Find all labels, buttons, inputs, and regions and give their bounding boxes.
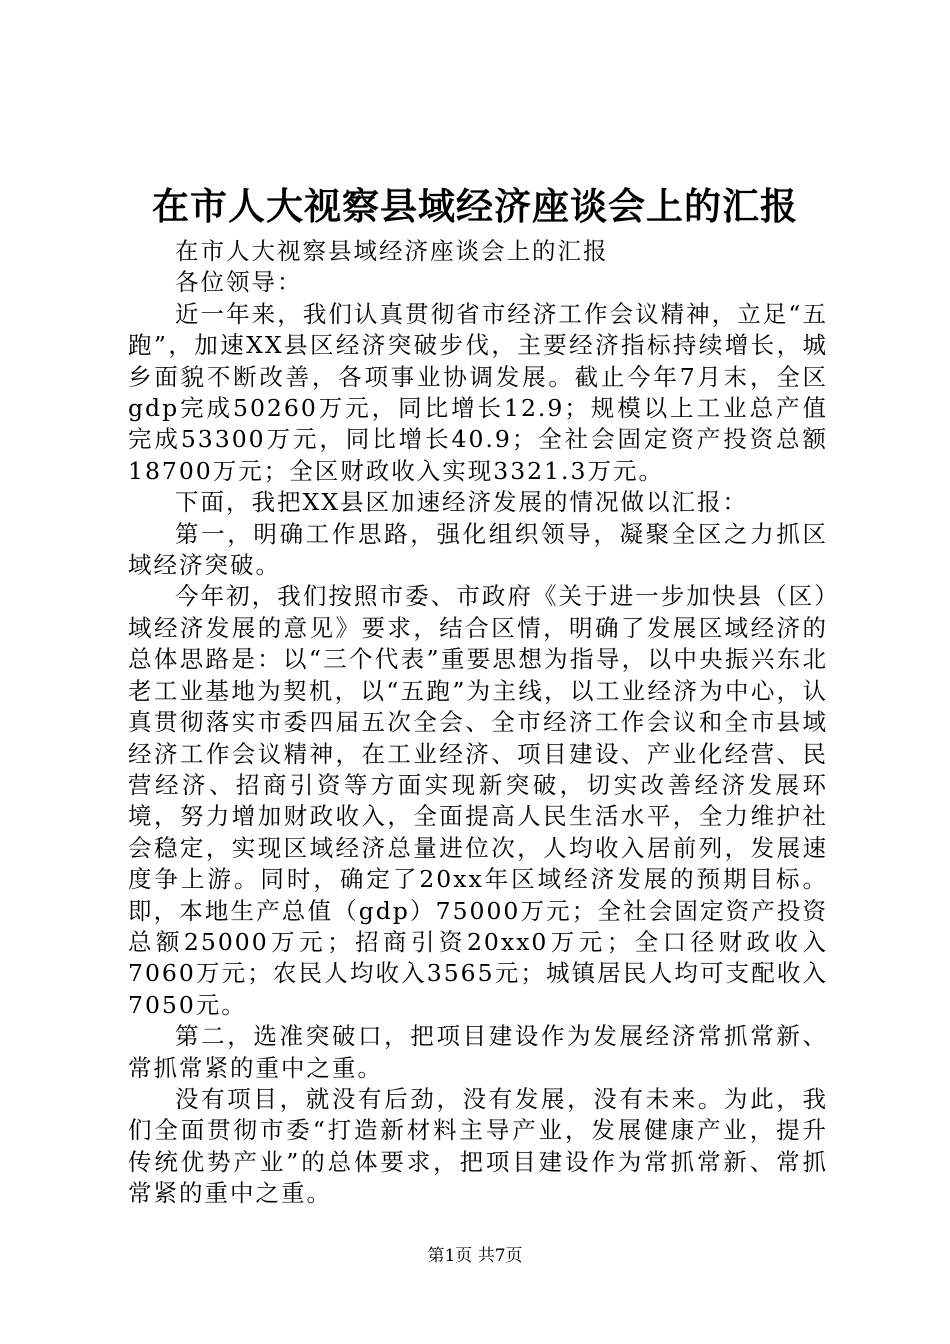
document-title: 在市人大视察县域经济座谈会上的汇报 (152, 184, 798, 228)
page-number: 第1页 共7页 (427, 1246, 523, 1266)
paragraph-second-detail: 没有项目，就没有后劲，没有发展，没有未来。为此，我们全面贯彻市委“打造新材料主导产业，发展健康产业，提升传统优势产业”的总体要求，把项目建设作为常抓常新、常抓常紧的重中之重。 (128, 1084, 828, 1208)
paragraph-heading-first: 第一，明确工作思路，强化组织领导，凝聚全区之力抓区域经济突破。 (128, 519, 828, 580)
paragraph-overview: 近一年来，我们认真贯彻省市经济工作会议精神，立足“五跑”，加速XX县区经济突破步伐，主要经济指标持续增长，城乡面貌不断改善，各项事业协调发展。截止今年7月末，全区gdp完成50260万元，同比增长12.9；规模以上工业总产值完成53300万元，同比增长40.9；全社会固定资产投资总额18700万元；全区财政收入实现3321.3万元。 (128, 299, 828, 485)
document-body (128, 236, 828, 1210)
paragraph-salutation: 各位领导： (175, 268, 303, 297)
paragraph-subtitle: 在市人大视察县域经济座谈会上的汇报 (175, 237, 609, 265)
paragraph-first-detail: 今年初，我们按照市委、市政府《关于进一步加快县（区）域经济发展的意见》要求，结合区情，明确了发展区域经济的总体思路是：以“三个代表”重要思想为指导，以中央振兴东北老工业基地为契机，以“五跑”为主线，以工业经济为中心，认真贯彻落实市委四届五次全会、全市经济工作会议和全市县域经济工作会议精神，在工业经济、项目建设、产业化经营、民营经济、招商引资等方面实现新突破，切实改善经济发展环境，努力增加财政收入，全面提高人民生活水平，全力维护社会稳定，实现区域经济总量进位次，人均收入居前列，发展速度争上游。同时，确定了20xx年区域经济发展的预期目标。即，本地生产总值（gdp）75000万元；全社会固定资产投资总额25000万元；招商引资20xx0万元；全口径财政收入7060万元；农民人均收入3565元；城镇居民人均可支配收入7050元。 (128, 582, 828, 1019)
paragraph-intro: 下面，我把XX县区加速经济发展的情况做以汇报： (175, 488, 748, 517)
paragraph-heading-second: 第二，选准突破口，把项目建设作为发展经济常抓常新、常抓常紧的重中之重。 (128, 1022, 828, 1082)
